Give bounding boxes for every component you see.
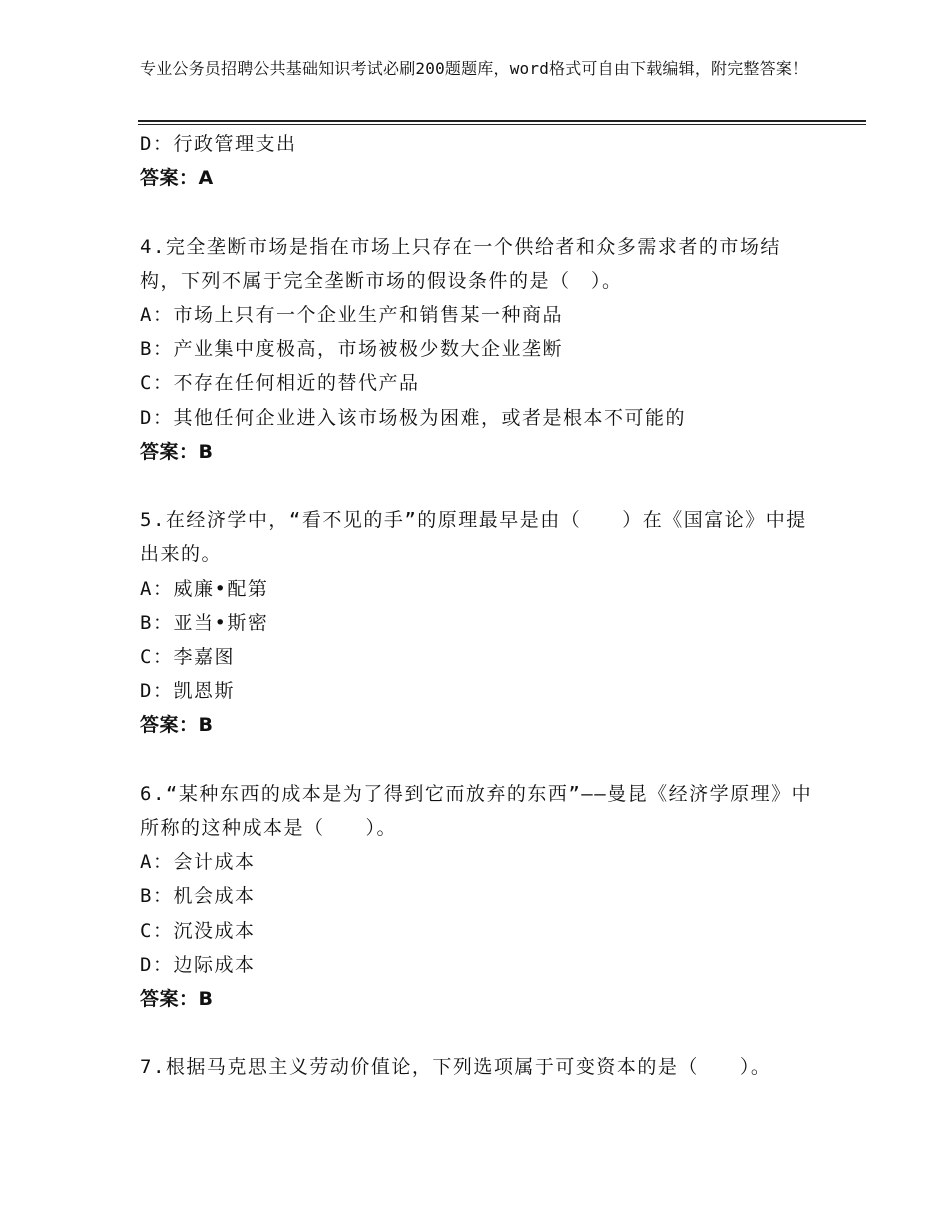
question-stem: 4.完全垄断市场是指在市场上只存在一个供给者和众多需求者的市场结构，下列不属于完全垄断市场的假设条件的是（ ）。 [140,235,781,292]
option-d: D：行政管理支出 [140,133,297,155]
question-5 [140,503,820,742]
spacer [140,1016,820,1050]
option-a: A：威廉•配第 [140,577,269,600]
answer: 答案：B [140,440,214,463]
option-c: C：李嘉图 [140,646,235,669]
question-list [140,127,820,1085]
option-a: A：会计成本 [140,851,256,874]
option-b: B：机会成本 [140,885,256,908]
answer: 答案：B [140,988,214,1011]
header-divider-thick [138,120,866,122]
header-divider-thin [138,124,866,125]
spacer [140,469,820,503]
option-b: B：产业集中度极高，市场被极少数大企业垄断 [140,338,563,361]
option-b: B：亚当•斯密 [140,611,269,634]
question-7 [140,1050,820,1084]
answer: 答案：A [140,167,214,190]
option-d: D：凯恩斯 [140,680,235,703]
option-d: D：其他任何企业进入该市场极为困难，或者是根本不可能的 [140,406,686,429]
option-d: D：边际成本 [140,953,256,976]
option-c: C：不存在任何相近的替代产品 [140,372,420,395]
question-6 [140,777,820,1016]
question-stem: 5.在经济学中，“看不见的手”的原理最早是由（ ）在《国富论》中提出来的。 [140,509,807,566]
page-header: 专业公务员招聘公共基础知识考试必刷200题题库，word格式可自由下载编辑，附完整答案！ [140,59,809,78]
answer: 答案：B [140,714,214,737]
spacer [140,743,820,777]
option-c: C：沉没成本 [140,919,256,942]
option-a: A：市场上只有一个企业生产和销售某一种商品 [140,304,563,326]
question-stem: 7.根据马克思主义劳动价值论，下列选项属于可变资本的是（ ）。 [140,1056,772,1079]
question-stem: 6.“某种东西的成本是为了得到它而放弃的东西”——曼昆《经济学原理》中所称的这种成本是（ ）。 [140,782,813,840]
question-4 [140,230,820,469]
spacer [140,195,820,229]
